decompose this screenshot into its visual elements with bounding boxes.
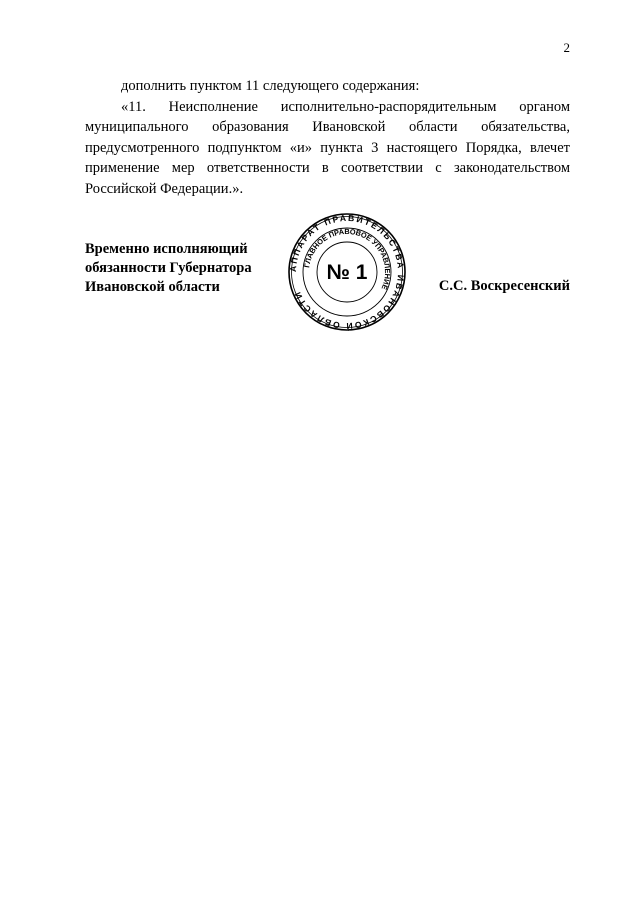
seal-number: № 1	[326, 261, 368, 284]
signer-title-line-3: Ивановской области	[85, 279, 220, 295]
body-paragraph-1: дополнить пунктом 11 следующего содержания:	[121, 78, 420, 94]
signer-name: С.С. Воскресенский	[438, 278, 570, 294]
seal-outer-text-path: АППАРАТ ПРАВИТЕЛЬСТВА ИВАНОВСКОЙ ОБЛАСТИ	[287, 212, 407, 332]
signer-title	[85, 240, 252, 297]
page-number: 2	[563, 40, 570, 55]
document-body	[85, 76, 570, 199]
body-paragraph-2: «11. Неисполнение исполнительно-распорядительным органом муниципального образования Ивановской области обязательства, предусмотренного подпунктом «и» пункта 3 настоящего Порядка, влечет применение мер ответственности в соответствии с законодательством Российской Федерации.».	[85, 98, 570, 197]
signer-title-line-1: Временно исполняющий	[85, 241, 248, 257]
signer-title-line-2: обязанности Губернатора	[85, 260, 252, 276]
seal-inner-text-path: ГЛАВНОЕ ПРАВОВОЕ УПРАВЛЕНИЕ	[302, 226, 393, 292]
official-seal	[287, 212, 407, 332]
